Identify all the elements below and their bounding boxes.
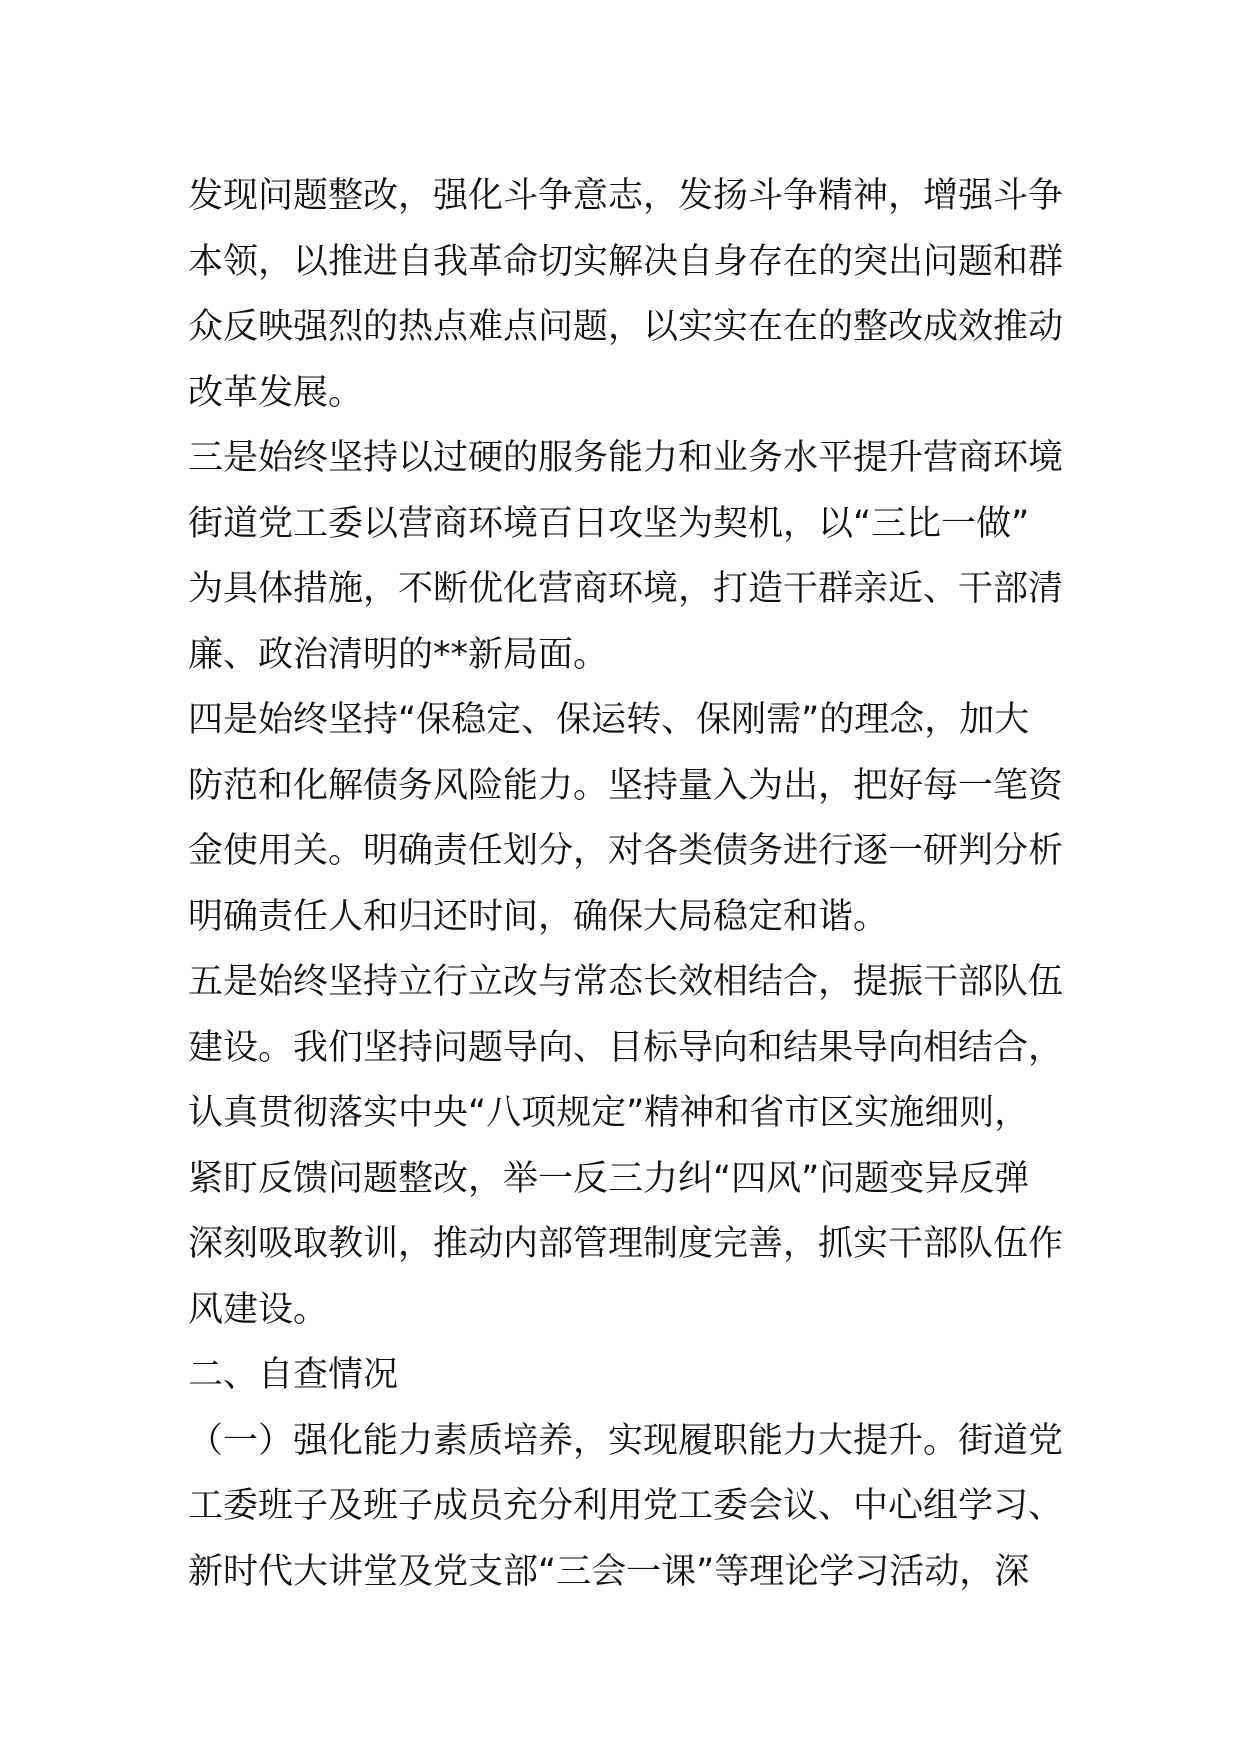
- text-line: 发现问题整改，强化斗争意志，发扬斗争精神，增强斗争: [188, 176, 1064, 216]
- text-line: 金使用关。明确责任划分，对各类债务进行逐一研判分析: [188, 831, 1064, 871]
- text-line: 新时代大讲堂及党支部“三会一课”等理论学习活动，深: [188, 1551, 1030, 1592]
- text-line: 本领，以推进自我革命切实解决自身存在的突出问题和群: [188, 241, 1064, 282]
- text-line: （一）强化能力素质培养，实现履职能力大提升。街道党: [188, 1420, 1064, 1461]
- section-heading: 二、自查情况: [188, 1355, 399, 1395]
- text-line: 紧盯反馈问题整改，举一反三力纠“四风”问题变异反弹: [188, 1158, 1030, 1199]
- text-line: 明确责任人和归还时间，确保大局稳定和谐。: [188, 896, 889, 937]
- text-line: 四是始终坚持“保稳定、保运转、保刚需”的理念，加大: [188, 700, 1030, 740]
- text-line: 五是始终坚持立行立改与常态长效相结合，提振干部队伍: [188, 962, 1064, 1002]
- text-line: 建设。我们坚持问题导向、目标导向和结果导向相结合，: [188, 1027, 1064, 1068]
- text-line: 风建设。: [188, 1289, 329, 1330]
- document-body: [188, 164, 1064, 1605]
- text-line: 为具体措施，不断优化营商环境，打造干群亲近、干部清: [188, 569, 1064, 609]
- text-line: 工委班子及班子成员充分利用党工委会议、中心组学习、: [188, 1486, 1064, 1526]
- text-line: 三是始终坚持以过硬的服务能力和业务水平提升营商环境: [188, 438, 1064, 478]
- text-line: 改革发展。: [188, 372, 364, 413]
- text-line: 深刻吸取教训，推动内部管理制度完善，抓实干部队伍作: [188, 1224, 1064, 1264]
- text-line: 街道党工委以营商环境百日攻坚为契机，以“三比一做”: [188, 503, 1030, 544]
- text-line: 防范和化解债务风险能力。坚持量入为出，把好每一笔资: [188, 765, 1064, 806]
- text-line: 众反映强烈的热点难点问题，以实实在在的整改成效推动: [188, 307, 1064, 347]
- text-line: 认真贯彻落实中央“八项规定”精神和省市区实施细则，: [188, 1093, 1030, 1133]
- text-line: 廉、政治清明的**新局面。: [188, 634, 609, 675]
